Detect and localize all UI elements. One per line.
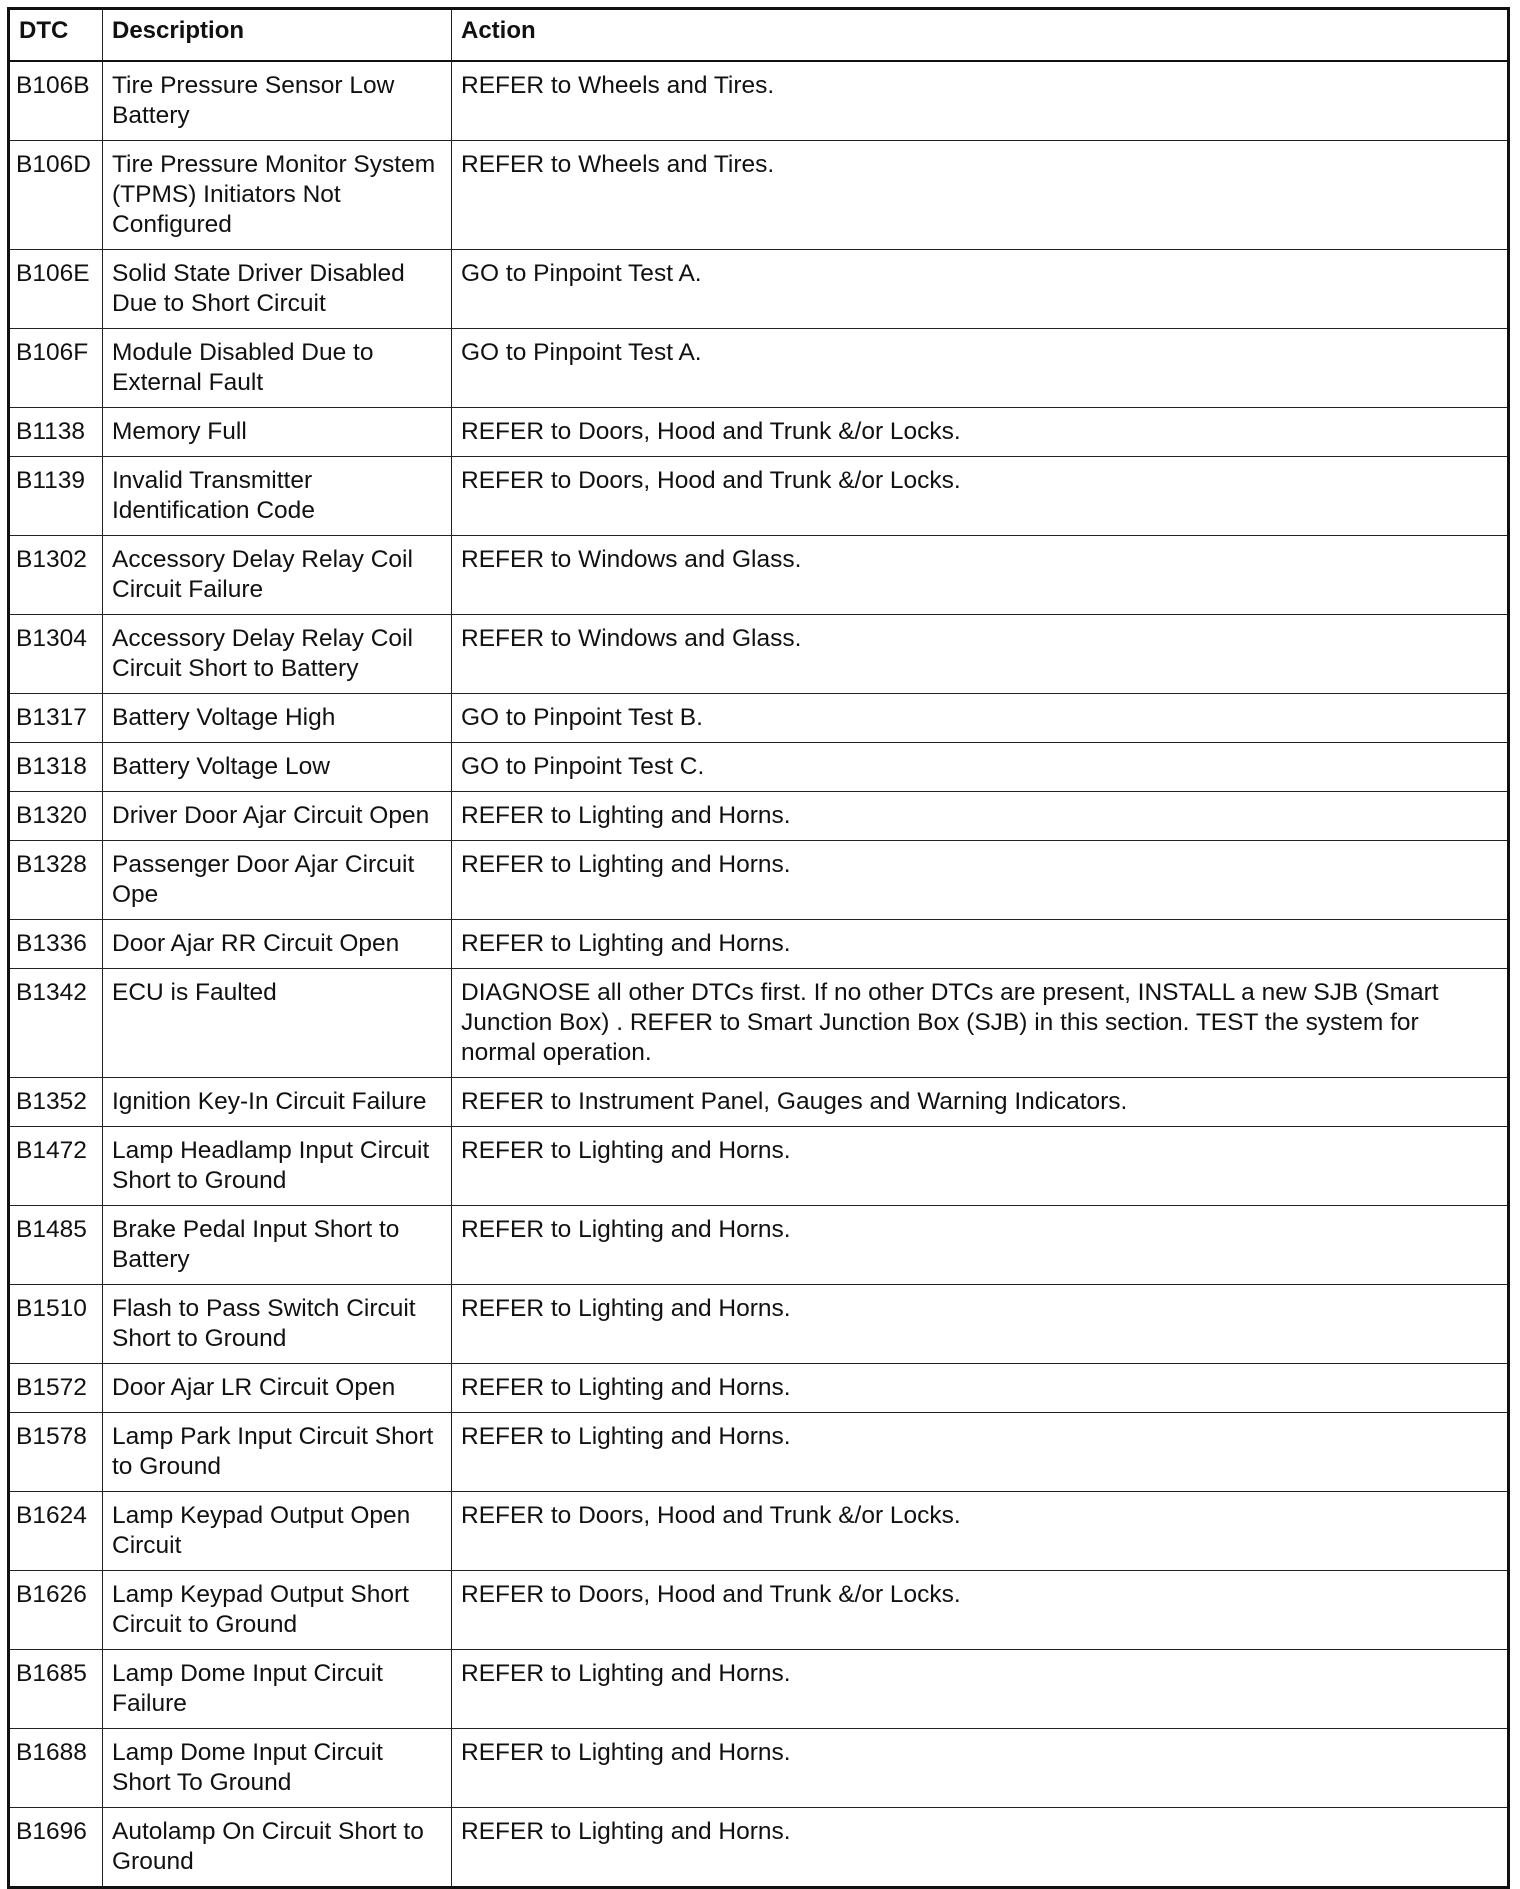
dtc-description: Module Disabled Due to External Fault bbox=[103, 329, 452, 408]
dtc-code: B1626 bbox=[9, 1571, 103, 1650]
dtc-code: B1302 bbox=[9, 536, 103, 615]
dtc-description: Lamp Headlamp Input Circuit Short to Ground bbox=[103, 1127, 452, 1206]
header-action: Action bbox=[452, 9, 1509, 62]
dtc-description: Lamp Park Input Circuit Short to Ground bbox=[103, 1413, 452, 1492]
table-row bbox=[9, 1285, 1509, 1364]
dtc-code: B1685 bbox=[9, 1650, 103, 1729]
table-row bbox=[9, 792, 1509, 841]
dtc-description: Door Ajar LR Circuit Open bbox=[103, 1364, 452, 1413]
dtc-description: Accessory Delay Relay Coil Circuit Short to Battery bbox=[103, 615, 452, 694]
table-row bbox=[9, 841, 1509, 920]
dtc-description: Tire Pressure Sensor Low Battery bbox=[103, 61, 452, 141]
table-row bbox=[9, 457, 1509, 536]
dtc-code: B1342 bbox=[9, 969, 103, 1078]
table-header bbox=[9, 9, 1509, 62]
dtc-code: B1138 bbox=[9, 408, 103, 457]
dtc-description: Brake Pedal Input Short to Battery bbox=[103, 1206, 452, 1285]
dtc-code: B1510 bbox=[9, 1285, 103, 1364]
dtc-description: Accessory Delay Relay Coil Circuit Failure bbox=[103, 536, 452, 615]
table-row bbox=[9, 61, 1509, 141]
table-row bbox=[9, 920, 1509, 969]
dtc-action: REFER to Lighting and Horns. bbox=[452, 1650, 1509, 1729]
table-row bbox=[9, 536, 1509, 615]
dtc-description: Invalid Transmitter Identification Code bbox=[103, 457, 452, 536]
dtc-action: REFER to Lighting and Horns. bbox=[452, 1808, 1509, 1888]
dtc-description: Ignition Key-In Circuit Failure bbox=[103, 1078, 452, 1127]
dtc-action: REFER to Doors, Hood and Trunk &/or Locks. bbox=[452, 408, 1509, 457]
dtc-action: REFER to Wheels and Tires. bbox=[452, 141, 1509, 250]
table-row bbox=[9, 743, 1509, 792]
dtc-action: DIAGNOSE all other DTCs first. If no other DTCs are present, INSTALL a new SJB (Smart Junction Box) . REFER to Smart Junction Box (SJB) in this section. TEST the system for normal operation. bbox=[452, 969, 1509, 1078]
dtc-description: ECU is Faulted bbox=[103, 969, 452, 1078]
table-row bbox=[9, 1729, 1509, 1808]
dtc-action: GO to Pinpoint Test C. bbox=[452, 743, 1509, 792]
dtc-description: Battery Voltage Low bbox=[103, 743, 452, 792]
dtc-description: Lamp Keypad Output Short Circuit to Ground bbox=[103, 1571, 452, 1650]
dtc-action: REFER to Lighting and Horns. bbox=[452, 1729, 1509, 1808]
dtc-code: B1336 bbox=[9, 920, 103, 969]
dtc-code: B1688 bbox=[9, 1729, 103, 1808]
dtc-code: B106D bbox=[9, 141, 103, 250]
table-row bbox=[9, 694, 1509, 743]
header-description: Description bbox=[103, 9, 452, 62]
dtc-description: Lamp Keypad Output Open Circuit bbox=[103, 1492, 452, 1571]
dtc-code: B1318 bbox=[9, 743, 103, 792]
dtc-action: REFER to Windows and Glass. bbox=[452, 615, 1509, 694]
dtc-action: REFER to Instrument Panel, Gauges and Warning Indicators. bbox=[452, 1078, 1509, 1127]
dtc-description: Solid State Driver Disabled Due to Short Circuit bbox=[103, 250, 452, 329]
header-row bbox=[9, 9, 1509, 62]
dtc-action: REFER to Lighting and Horns. bbox=[452, 1364, 1509, 1413]
dtc-code: B106F bbox=[9, 329, 103, 408]
dtc-action: REFER to Doors, Hood and Trunk &/or Locks. bbox=[452, 1492, 1509, 1571]
table-row bbox=[9, 1078, 1509, 1127]
table-row bbox=[9, 141, 1509, 250]
dtc-code: B1352 bbox=[9, 1078, 103, 1127]
dtc-description: Lamp Dome Input Circuit Failure bbox=[103, 1650, 452, 1729]
dtc-description: Autolamp On Circuit Short to Ground bbox=[103, 1808, 452, 1888]
table-row bbox=[9, 329, 1509, 408]
dtc-action: GO to Pinpoint Test A. bbox=[452, 329, 1509, 408]
dtc-code: B106B bbox=[9, 61, 103, 141]
dtc-code: B1304 bbox=[9, 615, 103, 694]
dtc-code: B106E bbox=[9, 250, 103, 329]
table-row bbox=[9, 1413, 1509, 1492]
dtc-description: Driver Door Ajar Circuit Open bbox=[103, 792, 452, 841]
dtc-code: B1485 bbox=[9, 1206, 103, 1285]
dtc-description: Tire Pressure Monitor System (TPMS) Initiators Not Configured bbox=[103, 141, 452, 250]
dtc-action: REFER to Windows and Glass. bbox=[452, 536, 1509, 615]
dtc-description: Lamp Dome Input Circuit Short To Ground bbox=[103, 1729, 452, 1808]
table-row bbox=[9, 1206, 1509, 1285]
dtc-action: REFER to Lighting and Horns. bbox=[452, 792, 1509, 841]
table-row bbox=[9, 969, 1509, 1078]
table-row bbox=[9, 1492, 1509, 1571]
dtc-action: REFER to Lighting and Horns. bbox=[452, 1206, 1509, 1285]
table-body bbox=[9, 61, 1509, 1888]
table-row bbox=[9, 1364, 1509, 1413]
dtc-description: Battery Voltage High bbox=[103, 694, 452, 743]
dtc-description: Memory Full bbox=[103, 408, 452, 457]
dtc-code: B1139 bbox=[9, 457, 103, 536]
dtc-action: REFER to Lighting and Horns. bbox=[452, 920, 1509, 969]
dtc-description: Door Ajar RR Circuit Open bbox=[103, 920, 452, 969]
table-row bbox=[9, 1650, 1509, 1729]
dtc-code: B1472 bbox=[9, 1127, 103, 1206]
header-dtc: DTC bbox=[9, 9, 103, 62]
table-row bbox=[9, 250, 1509, 329]
dtc-action: REFER to Lighting and Horns. bbox=[452, 1285, 1509, 1364]
table-row bbox=[9, 1127, 1509, 1206]
table-row bbox=[9, 1808, 1509, 1888]
dtc-action: REFER to Doors, Hood and Trunk &/or Locks. bbox=[452, 1571, 1509, 1650]
dtc-code: B1317 bbox=[9, 694, 103, 743]
dtc-table bbox=[7, 7, 1510, 1889]
dtc-action: GO to Pinpoint Test B. bbox=[452, 694, 1509, 743]
table-row bbox=[9, 408, 1509, 457]
dtc-code: B1578 bbox=[9, 1413, 103, 1492]
dtc-action: REFER to Lighting and Horns. bbox=[452, 1127, 1509, 1206]
dtc-code: B1624 bbox=[9, 1492, 103, 1571]
dtc-code: B1320 bbox=[9, 792, 103, 841]
dtc-action: REFER to Wheels and Tires. bbox=[452, 61, 1509, 141]
table-row bbox=[9, 615, 1509, 694]
table-row bbox=[9, 1571, 1509, 1650]
dtc-code: B1328 bbox=[9, 841, 103, 920]
dtc-code: B1572 bbox=[9, 1364, 103, 1413]
dtc-description: Flash to Pass Switch Circuit Short to Ground bbox=[103, 1285, 452, 1364]
dtc-action: REFER to Lighting and Horns. bbox=[452, 841, 1509, 920]
dtc-action: GO to Pinpoint Test A. bbox=[452, 250, 1509, 329]
dtc-code: B1696 bbox=[9, 1808, 103, 1888]
dtc-action: REFER to Lighting and Horns. bbox=[452, 1413, 1509, 1492]
dtc-action: REFER to Doors, Hood and Trunk &/or Locks. bbox=[452, 457, 1509, 536]
dtc-description: Passenger Door Ajar Circuit Ope bbox=[103, 841, 452, 920]
